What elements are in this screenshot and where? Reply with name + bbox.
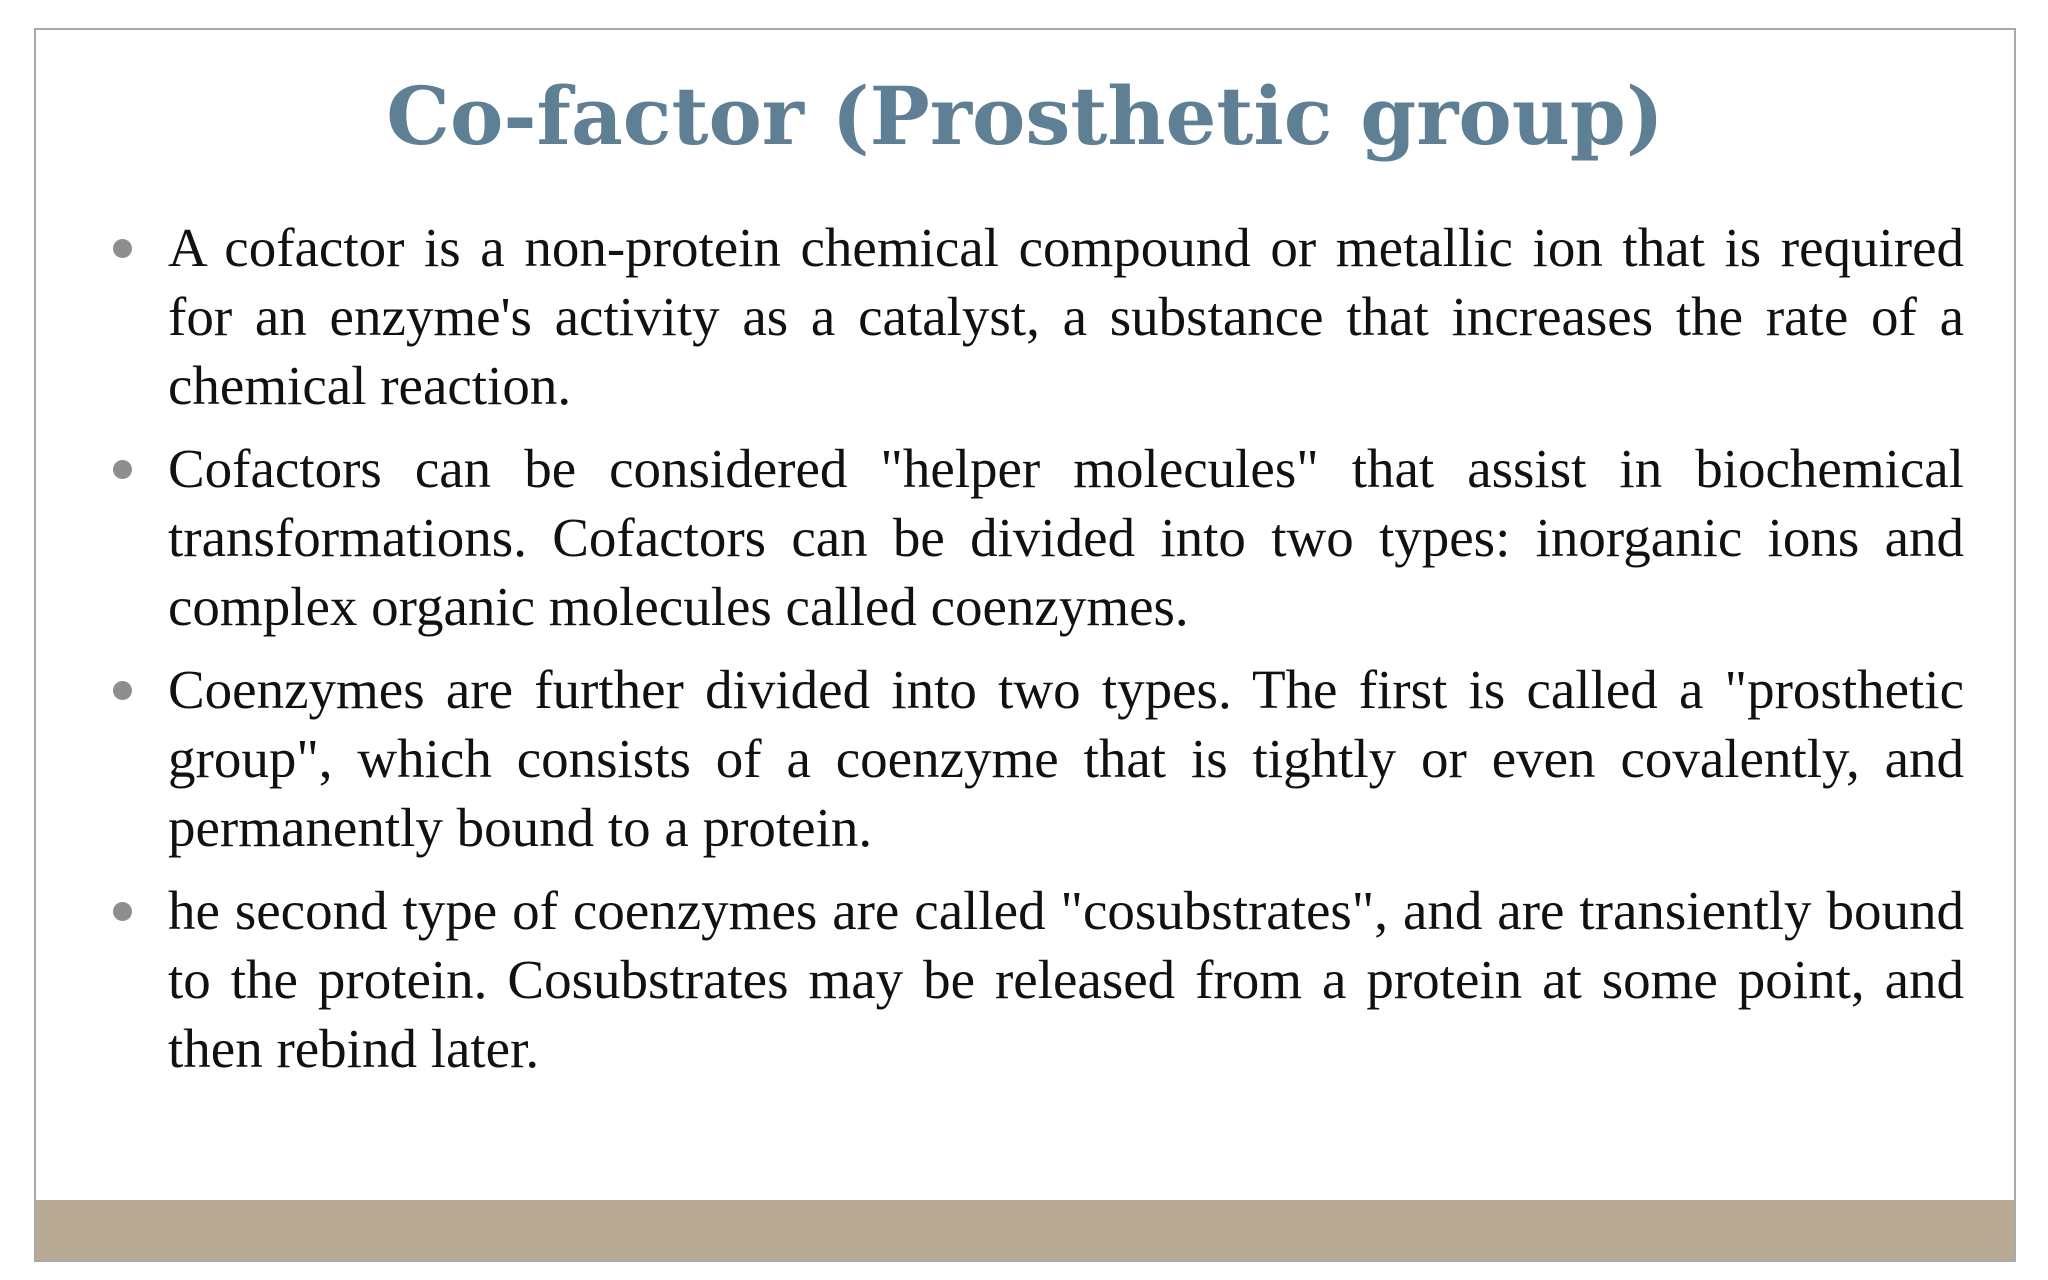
bullet-text: Cofactors can be considered "helper molecules" that assist in biochemical transformations. Cofactors can be divided into two types: inorganic ions and complex organic molecules called coenzymes. — [168, 438, 1964, 637]
bullet-item — [168, 434, 1964, 641]
bullet-dot-icon — [113, 681, 132, 700]
bullet-text: A cofactor is a non-protein chemical compound or metallic ion that is required for an enzyme's activity as a catalyst, a substance that increases the rate of a chemical reaction. — [168, 217, 1964, 416]
slide — [34, 28, 2016, 1262]
bullet-text: he second type of coenzymes are called "cosubstrates", and are transiently bound to the protein. Cosubstrates may be released from a protein at some point, and then rebind later. — [168, 880, 1964, 1079]
bullet-dot-icon — [113, 902, 132, 921]
bullet-item — [168, 213, 1964, 420]
bullet-list — [168, 213, 1964, 1097]
bullet-dot-icon — [113, 239, 132, 258]
slide-title: Co-factor (Prosthetic group) — [386, 69, 1664, 163]
footer-bar — [36, 1200, 2014, 1260]
bullet-item — [168, 876, 1964, 1083]
bullet-text: Coenzymes are further divided into two types. The first is called a "prosthetic group", which consists of a coenzyme that is tightly or even covalently, and permanently bound to a protein. — [168, 659, 1964, 858]
bullet-dot-icon — [113, 460, 132, 479]
bullet-item — [168, 655, 1964, 862]
